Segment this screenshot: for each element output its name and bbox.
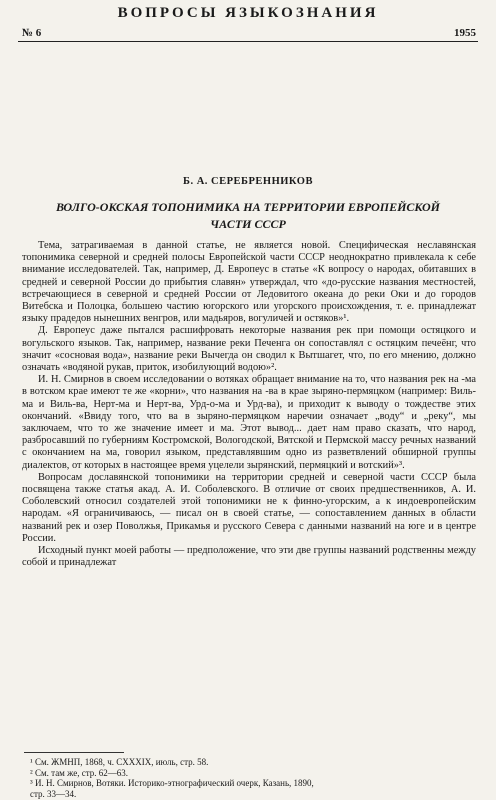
issue-year: 1955	[454, 27, 476, 39]
footnote-2: ² См. там же, стр. 62—63.	[30, 767, 129, 778]
footnote-3-cont: стр. 33—34.	[30, 788, 77, 799]
issue-number: № 6	[22, 27, 42, 39]
footnote-3: ³ И. Н. Смирнов, Вотяки. Историко-этнографический очерк, Казань, 1890,	[30, 778, 314, 788]
article-body	[22, 240, 476, 569]
article-title-line-2: ЧАСТИ СССР	[210, 217, 286, 231]
paragraph-5: Исходный пункт моей работы — предположение, что эти две группы названий родственны между собой и принадлежат	[22, 545, 476, 569]
paragraph-4: Вопросам доcлавянской топонимики на территории средней и северной части СССР была посвящена также статья акад. А. И. Соболевского. В отличие от своих предшественников, А. И. Соболевский относил создателей этой топонимики не к финно-угорским, а к индоевропейским народам. «Я ограничиваюсь, — писал он в своей статье, — сопоставлением данных в области названий рек и озер Поволжья, Прикамья и русского Севера с данными названий на юге и в центре России.	[22, 471, 476, 544]
paragraph-3: И. Н. Смирнов в своем исследовании о вотяках обращает внимание на то, что названия рек на -ма в вотском крае имеют те же «корни», что названия на -ва в крае зырянo-пермяцком (например: Виль-ма и Виль-ва, Нерт-ма и Нерт-ва, Урд-о-ма и Урд-ва), и приходит к выводу о тождестве этих окончаний. «Ввиду того, что ва в зырянo-пермяцком наречии означает „воду“ и „реку“, мы заключаем, что то же значение имеет и ма. Этот вывод... дает нам право сказать, что народ, разбросавший по губерниям Костромской, Вологодской, Вятской и Пермской массу речных названий с окончанием на ма, говорил языком, представлявшим одно из разветвлений обширной группы диалектов, от которых в настоящее время уцелели зырянский, пермяцкий и вотский»³.	[22, 374, 476, 471]
article-title-line-1: ВОЛГО-ОКСКАЯ ТОПОНИМИКА НА ТЕРРИТОРИИ ЕВРОПЕЙСКОЙ	[55, 200, 441, 214]
journal-title: ВОПРОСЫ ЯЗЫКОЗНАНИЯ	[117, 5, 379, 21]
article-author: Б. А. СЕРЕБРЕННИКОВ	[183, 176, 313, 187]
footnotes	[30, 757, 476, 799]
header-divider	[18, 41, 478, 42]
footnote-1: ¹ См. ЖМНП, 1868, ч. CXXXIX, июль, стр. 58.	[30, 757, 209, 767]
paragraph-1: Тема, затрагиваемая в данной статье, не является новой. Специфическая неславянская топонимика северной и средней полосы Европейской части СССР неоднократно привлекала к себе внимание исследователей. Так, например, Д. Европеус в статье «К вопросу о народах, обитавших в средней и северной России до прибытия славян» утверждал, что «до-русские названия местностей, встречающиеся в северной и средней России от Ледовитого океана до реки Оки и до городов Витебска и Полоцка, большею частию югорского или угорского происхождения, т. е. принадлежат языку прадедов нынешних венгров, или мадьяров, вогуличей и остяков»¹.	[22, 240, 476, 325]
article-title	[30, 199, 466, 233]
footnote-divider	[24, 752, 124, 753]
paragraph-2: Д. Европеус даже пытался расшифровать некоторые названия рек при помощи остяцкого и вогульского языков. Так, например, название реки Печенга он сопоставлял с остяцким печеёнг, что значит «сосновая вода», название реки Вычегда он сводил к Вытшагет, что, по его мнению, должно означать «водяной рукав, приток, изобилующий водою»².	[22, 325, 476, 374]
